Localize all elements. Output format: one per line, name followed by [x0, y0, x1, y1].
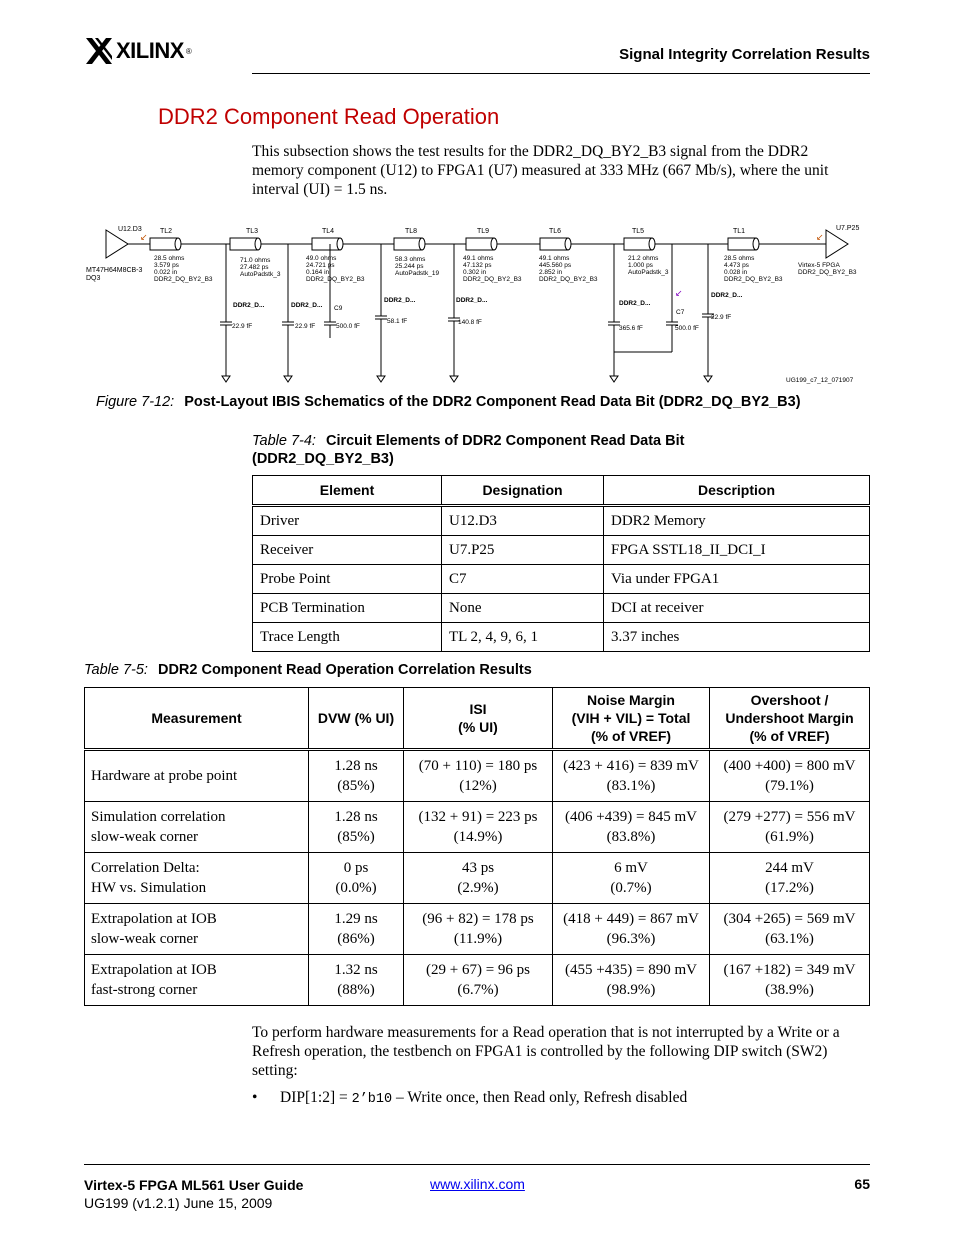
footer-guide-title: Virtex-5 FPGA ML561 User Guide [84, 1177, 304, 1193]
xilinx-x-icon [86, 38, 112, 64]
table-cell: Receiver [253, 536, 442, 565]
table4-label: Table 7-4: [252, 433, 316, 449]
bullet-code: 2’b10 [351, 1092, 393, 1107]
table-cell: Trace Length [253, 623, 442, 652]
cap-value: 140.8 fF [458, 319, 482, 326]
cap-value: 500.0 fF [675, 325, 699, 332]
tl6-impedance: 49.1 ohms [539, 255, 570, 262]
tl8-impedance: 58.3 ohms [395, 256, 426, 263]
table-cell: Via under FPGA1 [604, 565, 870, 594]
tl3-padstack: AutoPadstk_3 [240, 271, 281, 278]
table-cell: 3.37 inches [604, 623, 870, 652]
xilinx-logo [86, 38, 192, 64]
tl-name: TL5 [632, 228, 645, 235]
tl2-delay: 3.579 ps [154, 262, 179, 269]
tl4-delay: 24.721 ps [306, 262, 335, 269]
table-cell: TL 2, 4, 9, 6, 1 [442, 623, 604, 652]
tl9-delay: 47.132 ps [463, 262, 492, 269]
measurement-cell: Extrapolation at IOB fast-strong corner [85, 955, 309, 1006]
tl5-delay: 1.000 ps [628, 262, 653, 269]
tl2-length: 0.022 in [154, 269, 178, 276]
dvw-cell: 1.28 ns (85%) [309, 802, 404, 853]
cap-label: DDR2_D... [711, 292, 743, 299]
overshoot-cell: (279 +277) = 556 mV (61.9%) [710, 802, 870, 853]
table-row [85, 904, 870, 955]
schematic-drawing [84, 218, 870, 388]
table-cell: None [442, 594, 604, 623]
tl9-length: 0.302 in [463, 269, 487, 276]
table-row [85, 802, 870, 853]
tl-name: TL1 [733, 228, 746, 235]
noise-margin-cell: 6 mV (0.7%) [553, 853, 710, 904]
cap-value: 22.9 fF [295, 323, 316, 330]
table-header: ISI (% UI) [404, 688, 553, 750]
cap-value: 500.0 fF [336, 323, 360, 330]
table5-label: Table 7-5: [84, 662, 148, 678]
isi-cell: 43 ps (2.9%) [404, 853, 553, 904]
running-header-title: Signal Integrity Correlation Results [619, 46, 870, 63]
tl8-delay: 25.244 ps [395, 263, 424, 270]
noise-margin-cell: (406 +439) = 845 mV (83.8%) [553, 802, 710, 853]
table-row [85, 853, 870, 904]
tl1-symbol [728, 238, 759, 250]
table5-title: DDR2 Component Read Operation Correlation Results [157, 662, 532, 678]
overshoot-cell: (167 +182) = 349 mV (38.9%) [710, 955, 870, 1006]
tl8-padstack: AutoPadstk_19 [395, 270, 440, 277]
table-header: Measurement [85, 688, 309, 750]
tl-name: TL4 [322, 228, 335, 235]
page-number: 65 [854, 1176, 870, 1192]
table-cell: U12.D3 [442, 506, 604, 536]
table-header: Designation [442, 476, 604, 506]
isi-cell: (96 + 82) = 178 ps (11.9%) [404, 904, 553, 955]
tl2-symbol [150, 238, 181, 250]
footer-version: UG199 (v1.2.1) June 15, 2009 [84, 1195, 273, 1211]
tl-name: TL6 [549, 228, 562, 235]
tl9-impedance: 49.1 ohms [463, 255, 494, 262]
dvw-cell: 0 ps (0.0%) [309, 853, 404, 904]
tl4-impedance: 49.0 ohms [306, 255, 337, 262]
cap-label: C7 [676, 309, 685, 316]
logo-wordmark: XILINX [116, 38, 184, 63]
dvw-cell: 1.29 ns (86%) [309, 904, 404, 955]
probe-arrow-icon: ↙ [816, 232, 824, 242]
tl4-net: DDR2_DQ_BY2_B3 [306, 276, 365, 283]
table-cell: Probe Point [253, 565, 442, 594]
cap-label: DDR2_D... [384, 297, 416, 304]
dvw-cell: 1.32 ns (88%) [309, 955, 404, 1006]
figure-label: Figure 7-12: [96, 394, 175, 410]
receiver-part: Virtex-5 FPGA [798, 262, 840, 269]
probe-point-icon: ↙ [675, 288, 683, 298]
receiver-buffer-icon [826, 230, 848, 258]
receiver-net: DDR2_DQ_BY2_B3 [798, 269, 857, 276]
noise-margin-cell: (418 + 449) = 867 mV (96.3%) [553, 904, 710, 955]
measurement-cell: Correlation Delta: HW vs. Simulation [85, 853, 309, 904]
intro-paragraph: This subsection shows the test results for the DDR2_DQ_BY2_B3 signal from the DDR2 memory component (U12) to FPGA1 (U7) measured at 333 MHz (667 Mb/s), where the unit interval (UI) = 1.5 ns. [252, 143, 829, 198]
driver-part: MT47H64M8CB-3 [86, 267, 143, 274]
correlation-results-table [84, 687, 870, 1006]
cap-value: 22.9 fF [232, 323, 253, 330]
overshoot-cell: (400 +400) = 800 mV (79.1%) [710, 750, 870, 802]
tl9-symbol [466, 238, 497, 250]
isi-cell: (70 + 110) = 180 ps (12%) [404, 750, 553, 802]
tl6-net: DDR2_DQ_BY2_B3 [539, 276, 598, 283]
table-header: DVW (% UI) [309, 688, 404, 750]
tl-name: TL2 [160, 228, 173, 235]
tl4-length: 0.164 in [306, 269, 330, 276]
table-header: Overshoot / Undershoot Margin (% of VREF) [710, 688, 870, 750]
tl-name: TL8 [405, 228, 418, 235]
table4-caption [252, 432, 684, 468]
figure-title: Post-Layout IBIS Schematics of the DDR2 Component Read Data Bit (DDR2_DQ_BY2_B3) [184, 394, 801, 410]
logo-registered-mark: ® [185, 46, 192, 56]
table-row [253, 536, 870, 565]
tl4-symbol [312, 238, 343, 250]
driver-pin: DQ3 [86, 275, 101, 282]
table-row [253, 594, 870, 623]
dip-switch-bullet [252, 1089, 687, 1107]
table-header: Description [604, 476, 870, 506]
probe-arrow-icon: ↙ [140, 232, 148, 242]
tl6-delay: 445.560 ps [539, 262, 572, 269]
tl5-impedance: 21.2 ohms [628, 255, 659, 262]
overshoot-cell: 244 mV (17.2%) [710, 853, 870, 904]
table-row [253, 565, 870, 594]
tl2-impedance: 28.5 ohms [154, 255, 185, 262]
tl5-padstack: AutoPadstk_3 [628, 269, 669, 276]
table-row [85, 955, 870, 1006]
driver-buffer-icon [106, 230, 128, 258]
cap-label: DDR2_D... [291, 302, 323, 309]
tl6-symbol [540, 238, 571, 250]
table4-title-line2: (DDR2_DQ_BY2_B3) [252, 451, 394, 467]
tl1-net: DDR2_DQ_BY2_B3 [724, 276, 783, 283]
table5-caption [84, 662, 532, 678]
table-row [253, 623, 870, 652]
cap-label: DDR2_D... [233, 302, 265, 309]
tl1-impedance: 28.5 ohms [724, 255, 755, 262]
table-cell: U7.P25 [442, 536, 604, 565]
overshoot-cell: (304 +265) = 569 mV (63.1%) [710, 904, 870, 955]
bullet-suffix: – Write once, then Read only, Refresh disabled [392, 1089, 688, 1106]
table-header: Noise Margin (VIH + VIL) = Total (% of VREF) [553, 688, 710, 750]
header-rule [252, 73, 870, 74]
cap-value: 22.9 fF [711, 314, 732, 321]
section-heading: DDR2 Component Read Operation [158, 104, 500, 129]
footer-url-link[interactable]: www.xilinx.com [430, 1176, 525, 1192]
cap-value: 58.1 fF [387, 318, 408, 325]
table-cell: PCB Termination [253, 594, 442, 623]
table-cell: C7 [442, 565, 604, 594]
ibis-schematic [84, 218, 870, 388]
isi-cell: (29 + 67) = 96 ps (6.7%) [404, 955, 553, 1006]
noise-margin-cell: (455 +435) = 890 mV (98.9%) [553, 955, 710, 1006]
tl3-delay: 27.482 ps [240, 264, 269, 271]
driver-ref: U12.D3 [118, 226, 142, 233]
footer-rule [84, 1164, 870, 1165]
noise-margin-cell: (423 + 416) = 839 mV (83.1%) [553, 750, 710, 802]
receiver-ref: U7.P25 [836, 225, 860, 232]
outro-paragraph: To perform hardware measurements for a Read operation that is not interrupted by a Write or a Refresh operation, the testbench on FPGA1 is controlled by the following DIP switch (SW2) setting: [252, 1024, 840, 1079]
table-cell: DCI at receiver [604, 594, 870, 623]
tl9-net: DDR2_DQ_BY2_B3 [463, 276, 522, 283]
cap-value: 365.6 fF [619, 325, 643, 332]
tl2-net: DDR2_DQ_BY2_B3 [154, 276, 213, 283]
footer-left [84, 1176, 303, 1212]
tl1-length: 0.028 in [724, 269, 748, 276]
circuit-elements-table [252, 475, 870, 652]
bullet-dot: • [252, 1089, 258, 1106]
table-cell: Driver [253, 506, 442, 536]
table-header: Element [253, 476, 442, 506]
tl8-symbol [394, 238, 425, 250]
table-cell: DDR2 Memory [604, 506, 870, 536]
cap-label: C9 [334, 305, 343, 312]
measurement-cell: Extrapolation at IOB slow-weak corner [85, 904, 309, 955]
tl3-impedance: 71.0 ohms [240, 257, 271, 264]
measurement-cell: Simulation correlation slow-weak corner [85, 802, 309, 853]
bullet-prefix: DIP[1:2] = [280, 1089, 352, 1106]
cap-label: DDR2_D... [619, 300, 651, 307]
table-row [85, 750, 870, 802]
isi-cell: (132 + 91) = 223 ps (14.9%) [404, 802, 553, 853]
tl6-length: 2.852 in [539, 269, 563, 276]
tl-name: TL3 [246, 228, 259, 235]
figure-id: UG199_c7_12_071907 [786, 377, 854, 384]
tl3-symbol [230, 238, 261, 250]
table-row [253, 506, 870, 536]
table-cell: FPGA SSTL18_II_DCI_I [604, 536, 870, 565]
tl1-delay: 4.473 ps [724, 262, 749, 269]
measurement-cell: Hardware at probe point [85, 750, 309, 802]
tl5-symbol [624, 238, 655, 250]
figure-caption [96, 394, 801, 410]
dvw-cell: 1.28 ns (85%) [309, 750, 404, 802]
tl-name: TL9 [477, 228, 490, 235]
table4-title: Circuit Elements of DDR2 Component Read Data Bit [325, 433, 685, 449]
cap-label: DDR2_D... [456, 297, 488, 304]
